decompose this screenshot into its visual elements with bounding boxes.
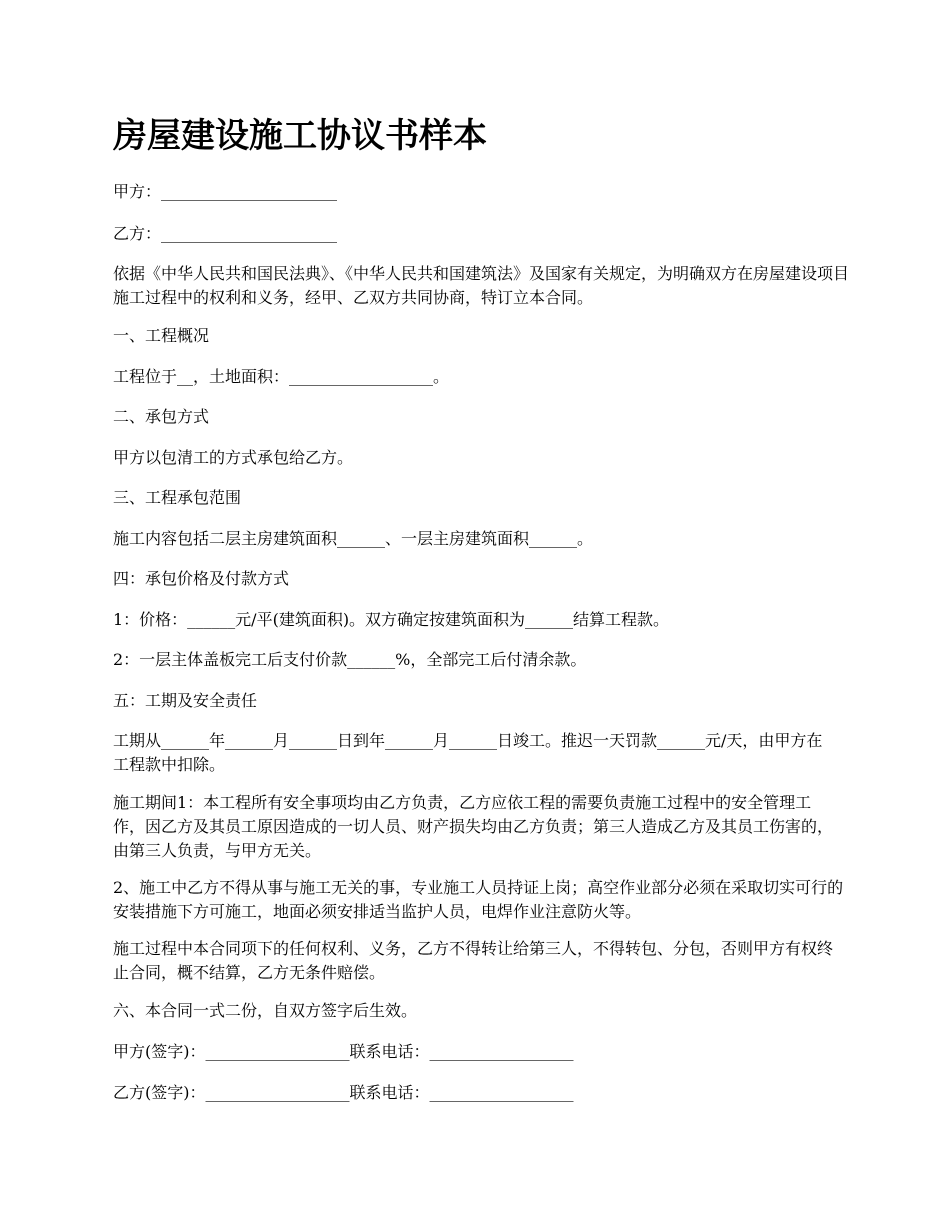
signature-line-party-b: 乙方(签字)：__________________联系电话：__________________	[113, 1083, 574, 1102]
section-5-item-1: 施工期间1：本工程所有安全事项均由乙方负责，乙方应依工程的需要负责施工过程中的安全管理工作，因乙方及其员工原因造成的一切人员、财产损失均由乙方负责；第三人造成乙方及其员工伤害的，由第三人负责，与甲方无关。	[113, 793, 834, 860]
section-4-item-1: 1：价格：______元/平(建筑面积)。双方确定按建筑面积为______结算工程款。	[113, 610, 670, 629]
section-1-body: 工程位于__，土地面积：__________________。	[113, 367, 450, 386]
section-3-body: 施工内容包括二层主房建筑面积______、一层主房建筑面积______。	[113, 529, 594, 548]
section-6-heading: 六、本合同一式二份，自双方签字后生效。	[113, 1001, 418, 1020]
section-5-heading: 五：工期及安全责任	[113, 691, 258, 710]
section-2-body: 甲方以包清工的方式承包给乙方。	[113, 448, 354, 467]
party-a-line: 甲方：______________________	[113, 182, 338, 201]
intro-paragraph: 依据《中华人民共和国民法典》、《中华人民共和国建筑法》及国家有关规定，为明确双方在房屋建设项目施工过程中的权利和义务，经甲、乙双方共同协商，特订立本合同。	[113, 264, 850, 307]
section-5-body: 工期从______年______月______日到年______月______日竣工。推迟一天罚款______元/天，由甲方在工程款中扣除。	[113, 731, 823, 774]
section-4-heading: 四：承包价格及付款方式	[113, 569, 290, 588]
signature-line-party-a: 甲方(签字)：__________________联系电话：__________________	[113, 1042, 574, 1061]
document-title: 房屋建设施工协议书样本	[113, 116, 487, 156]
section-5-item-3: 施工过程中本合同项下的任何权利、义务，乙方不得转让给第三人，不得转包、分包，否则甲方有权终止合同，概不结算，乙方无条件赔偿。	[113, 939, 834, 982]
section-4-item-2: 2：一层主体盖板完工后支付价款______%，全部完工后付清余款。	[113, 650, 587, 669]
section-2-heading: 二、承包方式	[113, 407, 210, 426]
section-1-heading: 一、工程概况	[113, 326, 210, 345]
party-b-line: 乙方：______________________	[113, 224, 338, 243]
section-5-item-2: 2、施工中乙方不得从事与施工无关的事，专业施工人员持证上岗；高空作业部分必须在采取切实可行的安装措施下方可施工，地面必须安排适当监护人员，电焊作业注意防火等。	[113, 878, 844, 921]
section-3-heading: 三、工程承包范围	[113, 488, 242, 507]
